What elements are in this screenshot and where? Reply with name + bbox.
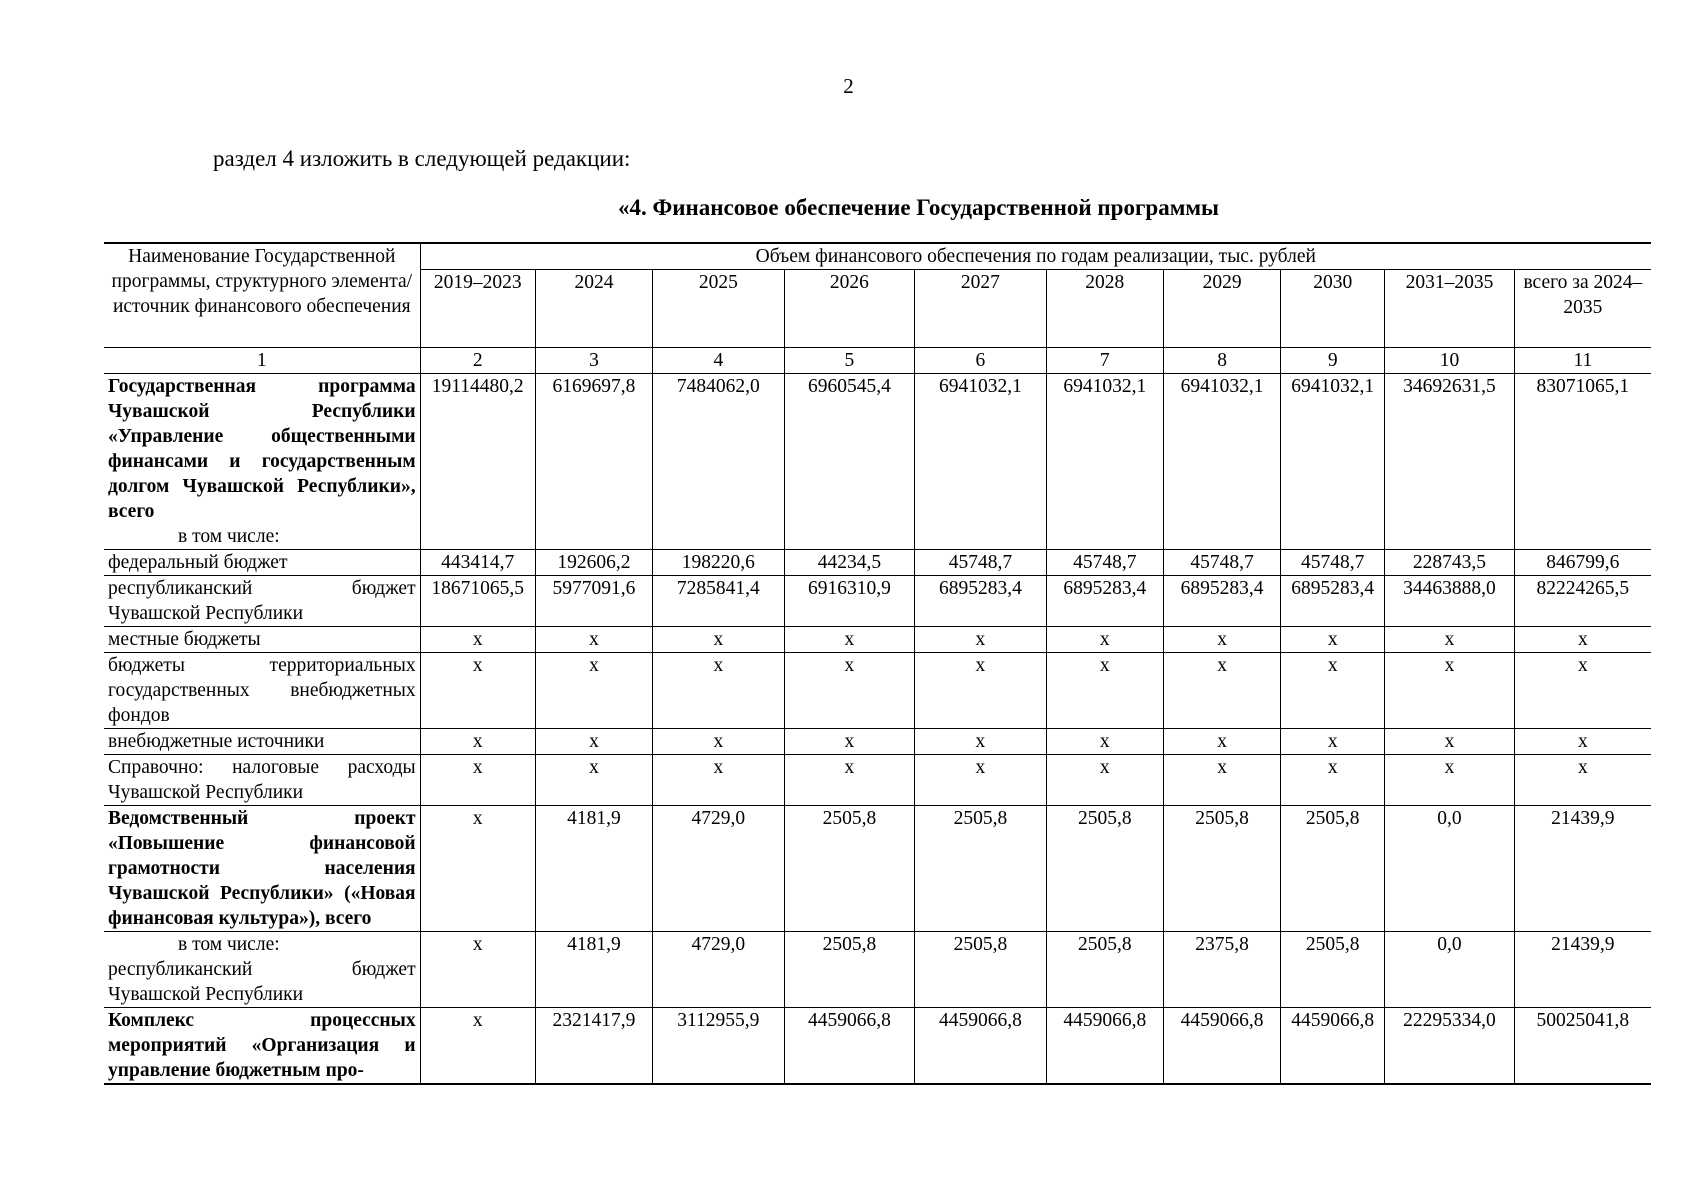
value-cell: x [1046, 755, 1163, 806]
value-cell: 4459066,8 [915, 1008, 1047, 1085]
value-cell: 6895283,4 [1163, 576, 1280, 627]
value-cell: x [420, 653, 535, 729]
row-name-cell [104, 755, 420, 806]
value-cell: 7484062,0 [653, 374, 785, 550]
column-number: 4 [653, 348, 785, 374]
year-header: 2031–2035 [1385, 270, 1515, 348]
table-header-row [104, 243, 1651, 270]
value-cell: 45748,7 [1046, 550, 1163, 576]
value-cell: 2375,8 [1163, 932, 1280, 1008]
row-name: бюджеты территориальных государственных внебюджетных фондов [108, 655, 416, 726]
value-cell: x [535, 627, 652, 653]
value-cell: 4459066,8 [1163, 1008, 1280, 1085]
value-cell: x [915, 729, 1047, 755]
value-cell: x [1046, 627, 1163, 653]
value-cell: 198220,6 [653, 550, 785, 576]
table-row [104, 755, 1651, 806]
volume-header: Объем финансового обеспечения по годам реализации, тыс. рублей [420, 243, 1651, 270]
value-cell: x [1046, 729, 1163, 755]
row-name-cell [104, 576, 420, 627]
value-cell: 6169697,8 [535, 374, 652, 550]
subtitle-label: в том числе: [178, 526, 280, 547]
table-row [104, 806, 1651, 932]
value-cell: 5977091,6 [535, 576, 652, 627]
value-cell: x [535, 653, 652, 729]
column-number: 6 [915, 348, 1047, 374]
value-cell: x [1163, 729, 1280, 755]
row-name: Справочно: налоговые расходы Чувашской Республики [108, 757, 416, 803]
value-cell: x [420, 806, 535, 932]
value-cell: 228743,5 [1385, 550, 1515, 576]
value-cell: 2505,8 [784, 932, 915, 1008]
column-number: 11 [1514, 348, 1651, 374]
value-cell: 6941032,1 [1281, 374, 1385, 550]
value-cell: 2505,8 [1046, 806, 1163, 932]
year-header: 2026 [784, 270, 915, 348]
value-cell: 4181,9 [535, 932, 652, 1008]
row-name-cell [104, 806, 420, 932]
value-cell: x [420, 627, 535, 653]
value-cell: x [1514, 755, 1651, 806]
value-cell: x [653, 755, 785, 806]
value-cell: 45748,7 [1163, 550, 1280, 576]
value-cell: 2505,8 [1281, 806, 1385, 932]
value-cell: 6960545,4 [784, 374, 915, 550]
value-cell: x [1385, 755, 1515, 806]
value-cell: x [1046, 653, 1163, 729]
value-cell: x [1163, 755, 1280, 806]
value-cell: 6941032,1 [1163, 374, 1280, 550]
value-cell: x [535, 755, 652, 806]
value-cell: x [1385, 729, 1515, 755]
year-header: 2019–2023 [420, 270, 535, 348]
table-row [104, 550, 1651, 576]
year-header: 2028 [1046, 270, 1163, 348]
value-cell: x [1163, 627, 1280, 653]
value-cell: 2505,8 [784, 806, 915, 932]
value-cell: 7285841,4 [653, 576, 785, 627]
value-cell: x [1163, 653, 1280, 729]
value-cell: 83071065,1 [1514, 374, 1651, 550]
table-row [104, 653, 1651, 729]
value-cell: 4729,0 [653, 806, 785, 932]
table-row [104, 1008, 1651, 1085]
value-cell: x [915, 627, 1047, 653]
value-cell: 2505,8 [1281, 932, 1385, 1008]
value-cell: 6916310,9 [784, 576, 915, 627]
value-cell: 34463888,0 [1385, 576, 1515, 627]
value-cell: x [653, 729, 785, 755]
column-number: 10 [1385, 348, 1515, 374]
value-cell: 6895283,4 [1046, 576, 1163, 627]
column-number: 3 [535, 348, 652, 374]
value-cell: x [1281, 653, 1385, 729]
value-cell: 21439,9 [1514, 932, 1651, 1008]
column-number: 5 [784, 348, 915, 374]
page-number: 2 [843, 74, 854, 98]
value-cell: 34692631,5 [1385, 374, 1515, 550]
year-header: 2027 [915, 270, 1047, 348]
value-cell: 44234,5 [784, 550, 915, 576]
value-cell: 82224265,5 [1514, 576, 1651, 627]
row-name: республиканский бюджет Чувашской Республики [108, 578, 416, 624]
value-cell: x [420, 932, 535, 1008]
value-cell: x [1385, 653, 1515, 729]
value-cell: 50025041,8 [1514, 1008, 1651, 1085]
value-cell: x [420, 729, 535, 755]
section-title: «4. Финансовое обеспечение Государственной программы [618, 195, 1219, 220]
value-cell: x [784, 729, 915, 755]
row-name-cell [104, 1008, 420, 1085]
value-cell: x [1281, 755, 1385, 806]
value-cell: 846799,6 [1514, 550, 1651, 576]
subtitle-label: в том числе: [178, 934, 280, 955]
value-cell: x [784, 653, 915, 729]
table-row [104, 576, 1651, 627]
row-name-cell [104, 627, 420, 653]
value-cell: 192606,2 [535, 550, 652, 576]
value-cell: x [420, 1008, 535, 1085]
value-cell: 22295334,0 [1385, 1008, 1515, 1085]
year-header: 2025 [653, 270, 785, 348]
value-cell: 45748,7 [1281, 550, 1385, 576]
value-cell: x [1281, 627, 1385, 653]
value-cell: 0,0 [1385, 932, 1515, 1008]
row-name: федеральный бюджет [108, 552, 288, 573]
table-row [104, 627, 1651, 653]
table-row [104, 932, 1651, 1008]
row-name-cell [104, 729, 420, 755]
value-cell: 19114480,2 [420, 374, 535, 550]
value-cell: x [784, 755, 915, 806]
year-header: 2029 [1163, 270, 1280, 348]
value-cell: 3112955,9 [653, 1008, 785, 1085]
row-name-cell [104, 653, 420, 729]
row-name-cell [104, 932, 420, 1008]
row-name: Ведомственный проект «Повышение финансовой грамотности населения Чувашской Республики» («Новая финансовая культура»), всего [108, 808, 416, 929]
value-cell: 2505,8 [1163, 806, 1280, 932]
year-header: всего за 2024–2035 [1514, 270, 1651, 348]
value-cell: 4181,9 [535, 806, 652, 932]
value-cell: 45748,7 [915, 550, 1047, 576]
intro-text: раздел 4 изложить в следующей редакции: [213, 146, 631, 171]
row-name: Государственная программа Чувашской Республики «Управление общественными финансами и государственным долгом Чувашской Республики», всего [108, 376, 416, 522]
table-row [104, 374, 1651, 550]
value-cell: 2321417,9 [535, 1008, 652, 1085]
year-header: 2030 [1281, 270, 1385, 348]
name-column-header: Наименование Государственной программы, структурного элемента/источник финансового обеспечения [104, 243, 420, 348]
row-name-cell [104, 374, 420, 550]
financing-table [104, 242, 1651, 1085]
value-cell: 4459066,8 [1046, 1008, 1163, 1085]
value-cell: x [1385, 627, 1515, 653]
value-cell: 2505,8 [915, 932, 1047, 1008]
column-number: 1 [104, 348, 420, 374]
value-cell: 6895283,4 [915, 576, 1047, 627]
year-header: 2024 [535, 270, 652, 348]
value-cell: 4459066,8 [1281, 1008, 1385, 1085]
column-number: 2 [420, 348, 535, 374]
value-cell: 2505,8 [915, 806, 1047, 932]
row-name-cell [104, 550, 420, 576]
value-cell: x [915, 653, 1047, 729]
value-cell: x [784, 627, 915, 653]
value-cell: x [1514, 653, 1651, 729]
value-cell: x [535, 729, 652, 755]
value-cell: 21439,9 [1514, 806, 1651, 932]
table-row [104, 729, 1651, 755]
row-name: Комплекс процессных мероприятий «Организация и управление бюджетным про- [108, 1010, 416, 1081]
value-cell: 6941032,1 [915, 374, 1047, 550]
row-name: местные бюджеты [108, 629, 261, 650]
value-cell: 18671065,5 [420, 576, 535, 627]
value-cell: x [653, 653, 785, 729]
value-cell: 6895283,4 [1281, 576, 1385, 627]
value-cell: x [915, 755, 1047, 806]
value-cell: 4459066,8 [784, 1008, 915, 1085]
column-number: 8 [1163, 348, 1280, 374]
value-cell: 2505,8 [1046, 932, 1163, 1008]
row-name: республиканский бюджет Чувашской Республики [108, 959, 416, 1005]
value-cell: 6941032,1 [1046, 374, 1163, 550]
column-number-row [104, 348, 1651, 374]
value-cell: x [1281, 729, 1385, 755]
value-cell: x [1514, 729, 1651, 755]
value-cell: x [1514, 627, 1651, 653]
value-cell: 443414,7 [420, 550, 535, 576]
value-cell: 4729,0 [653, 932, 785, 1008]
value-cell: x [653, 627, 785, 653]
value-cell: 0,0 [1385, 806, 1515, 932]
column-number: 9 [1281, 348, 1385, 374]
column-number: 7 [1046, 348, 1163, 374]
row-name: внебюджетные источники [108, 731, 325, 752]
value-cell: x [420, 755, 535, 806]
